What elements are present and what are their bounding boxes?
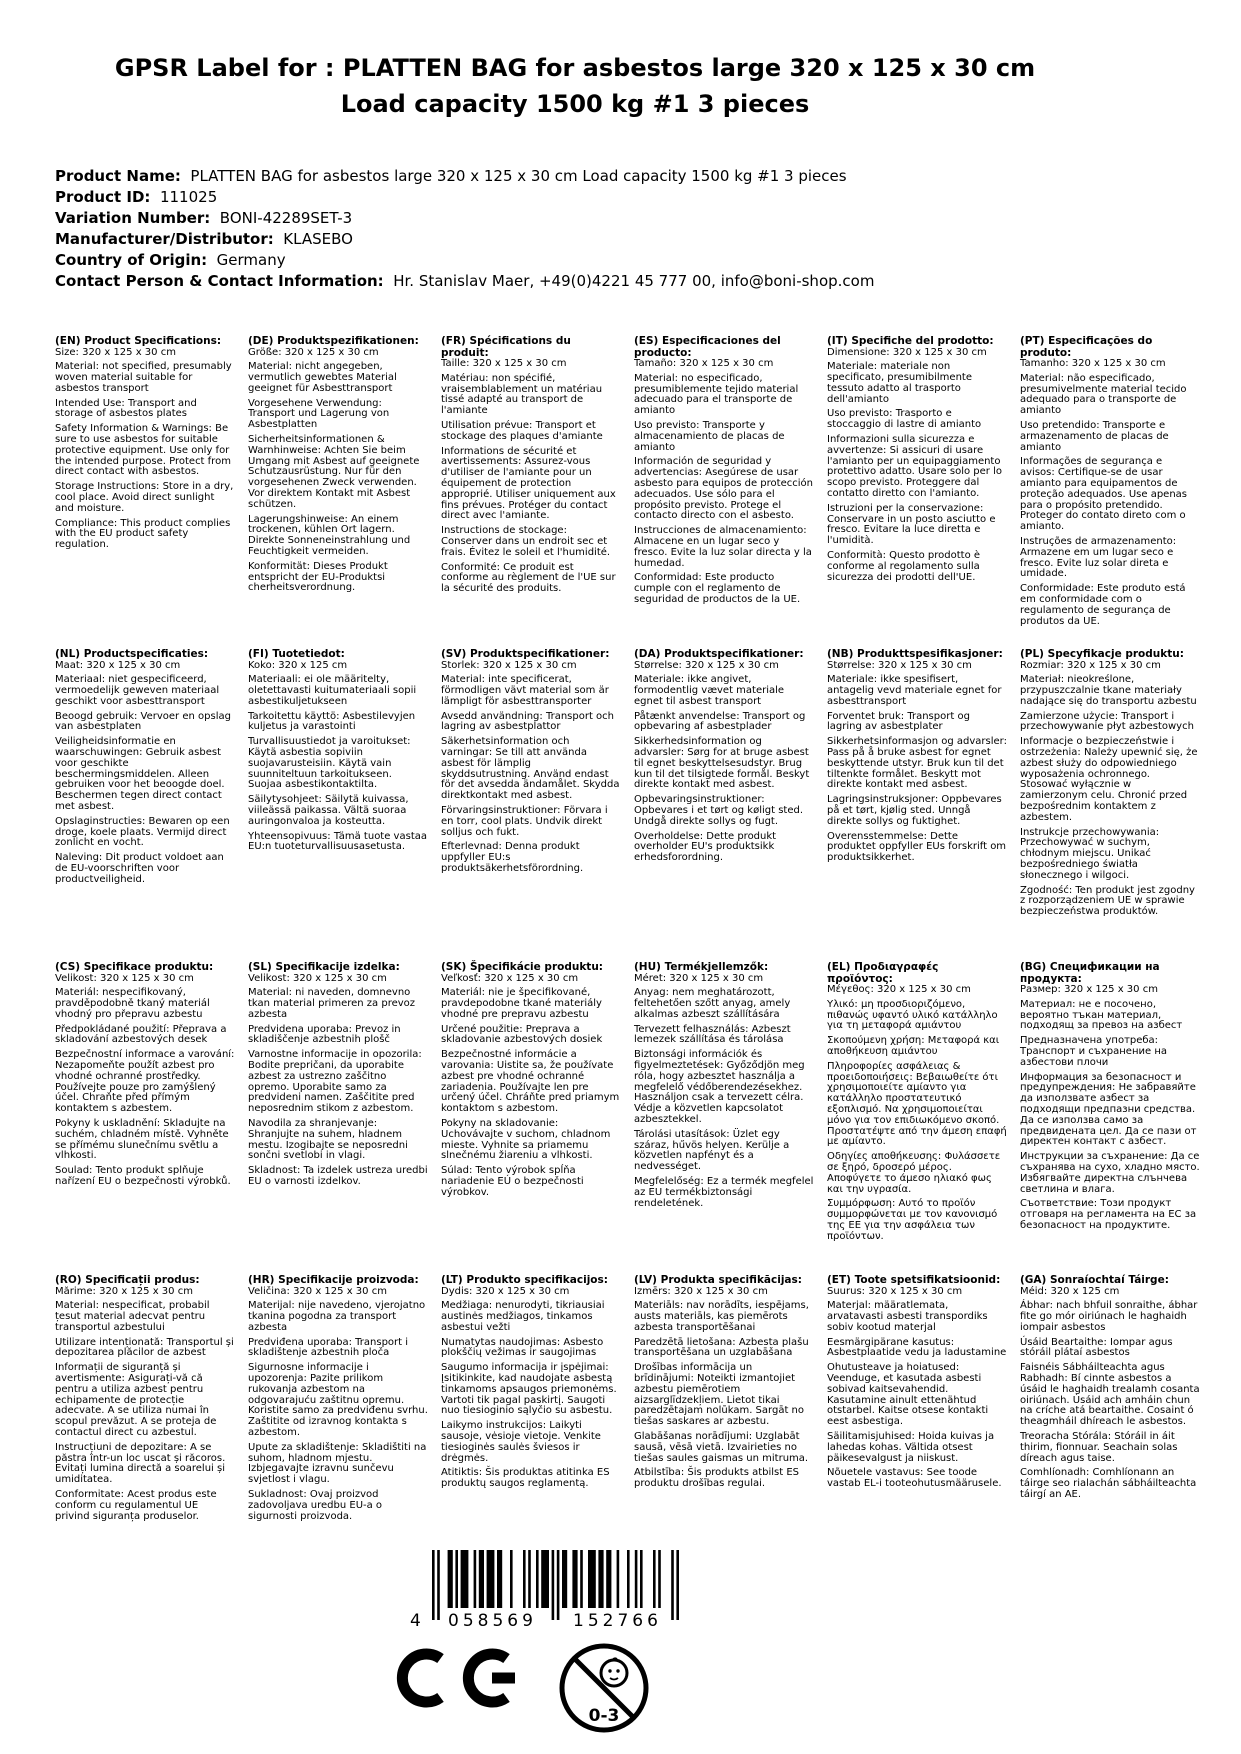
ce-mark-icon	[396, 1648, 528, 1708]
lang-block-paragraph: Conformità: Questo prodotto è conforme al regolamento sulla sicurezza dei prodotti dell'UE.	[827, 550, 981, 583]
lang-block-paragraph: Tamaño: 320 x 125 x 30 cm	[634, 358, 774, 369]
lang-block-paragraph: Veiligheidsinformatie en waarschuwingen: Gebruik asbest voor geschikte beschermingsmiddelen. Alleen gebruiken voor het beoogde doel. Beschermen tegen direct contact met asbest.	[55, 736, 225, 813]
lang-block-paragraph: Nõuetele vastavus: See toode vastab EL-i tooteohutusmäärusele.	[827, 1467, 1002, 1490]
lang-block-bg	[1020, 962, 1200, 1275]
lang-block-paragraph: Ábhar: nach bhfuil sonraithe, ábhar fite go mór oiriúnach le haghaidh iompair asbestos	[1020, 1300, 1198, 1333]
lang-block-paragraph: Información de seguridad y advertencias: Asegúrese de usar asbesto para equipos de protección adecuados. Use sólo para el propósito previsto. Protege el contacto directo con el asbesto.	[634, 456, 813, 522]
lang-block-paragraph: Material: ni naveden, domnevno tkan material primeren za prevoz azbesta	[248, 987, 416, 1020]
product-info-label: Product Name:	[55, 167, 181, 185]
lang-block-paragraph: Lagringsinstruksjoner: Oppbevares på et tørt, kjølig sted. Unngå direkte sollys og fuktighet.	[827, 794, 1002, 827]
lang-block-paragraph: Dydis: 320 x 125 x 30 cm	[441, 1285, 570, 1297]
lang-block-el	[827, 962, 1007, 1275]
lang-block-paragraph: Material: inte specificerat, förmodligen vävt material som är lämpligt för asbesttransporter	[441, 674, 609, 707]
lang-block-fr	[441, 336, 621, 649]
page-title-line1: GPSR Label for : PLATTEN BAG for asbestos large 320 x 125 x 30 cm	[114, 54, 1036, 82]
lang-block-header: (LT) Produkto specifikacijos:	[441, 1274, 608, 1286]
lang-block-paragraph: Materiaali: ei ole määritelty, oletettavasti kuitumateriaali sopii asbestikuljetukseen	[248, 674, 417, 707]
lang-block-fi	[248, 649, 428, 962]
lang-block-paragraph: Sukladnost: Ovaj proizvod zadovoljava uredbu EU-a o sigurnosti proizvoda.	[248, 1489, 383, 1522]
lang-block-header: (CS) Specifikace produktu:	[55, 961, 214, 973]
lang-block-paragraph: Soulad: Tento produkt splňuje nařízení EU o bezpečnosti výrobků.	[55, 1165, 231, 1188]
lang-block-paragraph: Predviđena uporaba: Transport i skladištenje azbestnih ploča	[248, 1336, 409, 1359]
lang-block-en	[55, 336, 235, 649]
lang-block-paragraph: Informacje o bezpieczeństwie i ostrzeżenia: Należy upewnić się, że azbest służy do odpowiedniego wyposażenia ochronnego. Stosować wyłącznie w zamierzonym celu. Chronić przed bezpośrednim kontaktem z azbestem.	[1020, 736, 1198, 823]
lang-block-paragraph: Vorgesehene Verwendung: Transport und Lagerung von Asbestplatten	[248, 397, 390, 431]
lang-block-paragraph: Forventet bruk: Transport og lagring av asbestplater	[827, 710, 970, 733]
lang-block-paragraph: Méid: 320 x 125 cm	[1020, 1285, 1120, 1297]
lang-block-paragraph: Navodila za shranjevanje: Shranjujte na suhem, hladnem mestu. Izogibajte se neposredni sončni svetlobi in vlagi.	[248, 1118, 408, 1162]
lang-block-paragraph: Glabāšanas norādījumi: Uzglabāt sausā, vēsā vietā. Izvairieties no tiešas saules gaismas un mitruma.	[634, 1431, 809, 1464]
product-info-line	[55, 166, 874, 187]
lang-block-paragraph: Mărime: 320 x 125 x 30 cm	[55, 1285, 193, 1297]
product-info-value: BONI-42289SET-3	[210, 209, 353, 227]
lang-block-paragraph: Méret: 320 x 125 x 30 cm	[634, 972, 764, 984]
lang-block-paragraph: Съответствие: Този продукт отговаря на регламента на ЕС за безопасност на продуктите.	[1020, 1198, 1197, 1231]
lang-block-paragraph: Material: not specified, presumably woven material suitable for asbestos transport	[55, 361, 232, 394]
lang-block-sk	[441, 962, 621, 1275]
barcode-lead-digit: 4	[410, 1611, 421, 1631]
lang-block-paragraph: Informações de segurança e avisos: Certifique-se de usar amianto para equipamentos de proteção adequados. Use apenas para o propósito pretendido. Proteger do contato direto com o amianto.	[1020, 456, 1187, 533]
lang-block-paragraph: Upute za skladištenje: Skladištiti na suhom, hladnom mjestu. Izbjegavajte izravnu sunčevu svjetlost i vlagu.	[248, 1441, 427, 1486]
lang-block-paragraph: Säilytysohjeet: Säilytä kuivassa, viileässä paikassa. Vältä suoraa auringonvaloa ja kosteutta.	[248, 794, 409, 827]
product-info-label: Manufacturer/Distributor:	[55, 230, 274, 248]
product-info-value: Hr. Stanislav Maer, +49(0)4221 45 777 00, info@boni-shop.com	[383, 272, 875, 290]
product-info-value: PLATTEN BAG for asbestos large 320 x 125 x 30 cm Load capacity 1500 kg #1 3 pieces	[180, 167, 847, 185]
lang-block-sv	[441, 649, 621, 962]
lang-block-paragraph: Intended Use: Transport and storage of asbestos plates	[55, 397, 197, 420]
lang-block-header: (NL) Productspecificaties:	[55, 648, 209, 660]
lang-block-paragraph: Größe: 320 x 125 x 30 cm	[248, 346, 379, 358]
lang-block-paragraph: Tamanho: 320 x 125 x 30 cm	[1020, 358, 1166, 369]
lang-block-paragraph: Biztonsági információk és figyelmeztetések: Győződjön meg róla, hogy azbesztet használja a megfelelő védőberendezésekhez. Használjon csak a tervezett célra. Védje a közvetlen kapcsolatot azbesztekkel.	[634, 1049, 805, 1126]
product-info-line	[55, 229, 874, 250]
lang-block-paragraph: Materiale: ikke angivet, formodentlig vævet materiale egnet til asbest transport	[634, 674, 785, 707]
lang-block-paragraph: Material: não especificado, presumivelmente material tecido adequado para o transporte de amianto	[1020, 372, 1187, 417]
lang-block-paragraph: Informazioni sulla sicurezza e avvertenze: Si assicuri di usare l'amianto per un equipaggiamento protettivo adatto. Usare solo per lo scopo previsto. Proteggere dal contatto diretto con l'amianto.	[827, 434, 1002, 500]
lang-block-paragraph: Maat: 320 x 125 x 30 cm	[55, 659, 181, 671]
lang-block-paragraph: Instruções de armazenamento: Armazene em um lugar seco e fresco. Evite luz solar direta e umidade.	[1020, 535, 1177, 580]
lang-block-paragraph: Predvidena uporaba: Prevoz in skladiščenje azbestnih plošč	[248, 1023, 401, 1046]
product-info-value: Germany	[207, 251, 286, 269]
lang-block-paragraph: Informations de sécurité et avertissements: Assurez-vous d'utiliser de l'amiante pour un équipement de protection approprié. Utiliser uniquement aux fins prévues. Protéger du contact direct avec l'amiante.	[441, 445, 616, 522]
lang-block-paragraph: Súlad: Tento výrobok spĺňa nariadenie EÚ o bezpečnosti výrobkov.	[441, 1165, 584, 1198]
lang-block-ro	[55, 1275, 235, 1588]
lang-block-header: (SV) Produktspecifikationer:	[441, 648, 610, 660]
lang-block-paragraph: Materiale: ikke spesifisert, antagelig vevd materiale egnet for asbesttransport	[827, 674, 1002, 707]
lang-block-header: (BG) Спецификации на продукта:	[1020, 961, 1160, 985]
lang-block-paragraph: Opbevaringsinstruktioner: Opbevares i et tørt og køligt sted. Undgå direkte sollys og fugt.	[634, 794, 804, 827]
lang-block-paragraph: Veličina: 320 x 125 x 30 cm	[248, 1285, 387, 1297]
lang-block-paragraph: Sigurnosne informacije i upozorenja: Pazite prilikom rukovanja azbestom na odgovarajuću zaštitnu opremu. Koristite samo za predviđenu svrhu. Zaštitite od izravnog kontakta s azbestom.	[248, 1362, 428, 1439]
lang-block-paragraph: Veľkosť: 320 x 125 x 30 cm	[441, 972, 579, 984]
lang-block-paragraph: Materiál: nie je špecifikované, pravdepodobne tkané materiály vhodné pre prepravu azbestu	[441, 987, 602, 1020]
lang-block-paragraph: Matériau: non spécifié, vraisemblablement un matériau tissé adapté au transport de l'amiante	[441, 372, 603, 417]
lang-block-paragraph: Utilisation prévue: Transport et stockage des plaques d'amiante	[441, 419, 603, 442]
product-info-line	[55, 187, 874, 208]
lang-block-paragraph: Zamierzone użycie: Transport i przechowywanie płyt azbestowych	[1020, 710, 1194, 733]
lang-block-header: (FI) Tuotetiedot:	[248, 648, 345, 660]
lang-block-paragraph: Určené použitie: Preprava a skladovanie azbestových dosiek	[441, 1023, 603, 1046]
lang-block-paragraph: Megfelelőség: Ez a termék megfelel az EU termékbiztonsági rendeletének.	[634, 1176, 814, 1209]
lang-block-paragraph: Size: 320 x 125 x 30 cm	[55, 346, 176, 358]
lang-block-header: (PL) Specyfikacje produktu:	[1020, 648, 1184, 660]
lang-block-paragraph: Safety Information & Warnings: Be sure to use asbestos for suitable protective equipment. Use only for the intended purpose. Protect from direct contact with asbestos.	[55, 423, 231, 478]
lang-block-header: (SL) Specifikacije izdelka:	[248, 961, 400, 973]
lang-block-paragraph: Предназначена употреба: Транспорт и съхранение на азбестови плочи	[1020, 1035, 1167, 1068]
lang-block-paragraph: Материал: не е посочено, вероятно тъкан материал, подходящ за превоз на азбест	[1020, 998, 1183, 1032]
lang-block-paragraph: Bezpečnostné informácie a varovania: Uistite sa, že používate azbest pre vhodné ochranné zariadenia. Používajte len pre určený účel. Chráňte pred priamym kontaktom s azbestom.	[441, 1049, 620, 1115]
lang-block-paragraph: Efterlevnad: Denna produkt uppfyller EU:s produktsäkerhetsförordning.	[441, 841, 584, 875]
lang-block-lt	[441, 1275, 621, 1588]
lang-block-paragraph: Atbilstība: Šis produkts atbilst ES produktu drošības regulai.	[634, 1467, 800, 1490]
lang-block-paragraph: Πληροφορίες ασφάλειας & προειδοποιήσεις: Βεβαιωθείτε ότι χρησιμοποιείτε αμίαντο για κατάλληλο προστατευτικό εξοπλισμό. Να χρησιμοποιείται μόνο για τον επιδιωκόμενο σκοπό. Προστατέψτε από την άμεση επαφή με αμίαντο.	[827, 1060, 1007, 1148]
lang-block-header: (EL) Προδιαγραφές προϊόντος:	[827, 961, 939, 985]
lang-block-header: (HR) Specifikacije proizvoda:	[248, 1274, 419, 1286]
lang-block-paragraph: Uso previsto: Trasporto e stoccaggio di lastre di amianto	[827, 408, 982, 431]
lang-block-paragraph: Úsáid Beartaithe: Iompar agus stóráil plátaí asbestos	[1020, 1336, 1173, 1359]
language-blocks-grid	[55, 336, 1205, 1588]
product-info-value: 111025	[150, 188, 218, 206]
lang-block-paragraph: Tárolási utasítások: Üzlet egy száraz, hűvös helyen. Kerülje a közvetlen napfényt és a nedvességet.	[634, 1128, 790, 1173]
lang-block-paragraph: Συμμόρφωση: Αυτό το προϊόν συμμορφώνεται με τον κανονισμό της ΕΕ για την ασφάλεια των προϊόντων.	[827, 1198, 998, 1242]
lang-block-paragraph: Storlek: 320 x 125 x 30 cm	[441, 659, 577, 671]
lang-block-nb	[827, 649, 1007, 962]
lang-block-paragraph: Compliance: This product complies with the EU product safety regulation.	[55, 517, 231, 551]
lang-block-paragraph: Conformidad: Este producto cumple con el reglamento de seguridad de productos de la UE.	[634, 572, 801, 605]
lang-block-pl	[1020, 649, 1200, 962]
lang-block-header: (ET) Toote spetsifikatsioonid:	[827, 1274, 1001, 1286]
lang-block-paragraph: Tervezett felhasználás: Azbeszt lemezek szállítása és tárolása	[634, 1023, 791, 1046]
lang-block-lv	[634, 1275, 814, 1588]
lang-block-paragraph: Materjal: määratlemata, arvatavasti asbesti transpordiks sobiv kootud materjal	[827, 1300, 988, 1333]
lang-block-paragraph: Σκοπούμενη χρήση: Μεταφορά και αποθήκευση αμιάντου	[827, 1035, 1000, 1057]
lang-block-paragraph: Instrucciones de almacenamiento: Almacene en un lugar seco y fresco. Evite la luz solar directa y la humedad.	[634, 525, 812, 569]
product-info-line	[55, 250, 874, 271]
age-warning-0-3-icon	[556, 1640, 652, 1736]
lang-block-es	[634, 336, 814, 649]
lang-block-paragraph: Medžiaga: nenurodyti, tikriausiai austinės medžiagos, tinkamos asbestui vežti	[441, 1300, 605, 1333]
lang-block-header: (PT) Especificações do produto:	[1020, 335, 1153, 359]
baby-face-icon	[601, 1660, 627, 1686]
lang-block-paragraph: Uso previsto: Transporte y almacenamiento de placas de amianto	[634, 419, 785, 453]
lang-block-paragraph: Paredzētā lietošana: Azbesta plašu transportēšana un uzglabāšana	[634, 1336, 809, 1359]
lang-block-paragraph: Conformidade: Este produto está em conformidade com o regulamento de segurança de produtos da UE.	[1020, 583, 1186, 627]
lang-block-paragraph: Naleving: Dit product voldoet aan de EU-voorschriften voor productveiligheid.	[55, 852, 224, 885]
barcode-group1: 058569	[448, 1611, 537, 1631]
lang-block-paragraph: Overholdelse: Dette produkt overholder EU's produktsikk erhedsforordning.	[634, 830, 777, 864]
lang-block-paragraph: Informații de siguranță și avertismente: Asigurați-vă că pentru a utiliza azbest pentru echipamente de protecție adecvate. A se utiliza numai în scopul prevăzut. A se proteja de contactul direct cu azbestul.	[55, 1362, 217, 1439]
lang-block-header: (DE) Produktspezifikationen:	[248, 335, 419, 347]
lang-block-ga	[1020, 1275, 1200, 1588]
lang-block-paragraph: Treoracha Stórála: Stóráil in áit thirim, fionnuar. Seachain solas díreach agus taise.	[1020, 1431, 1178, 1464]
lang-block-paragraph: Material: nespecificat, probabil țesut material adecvat pentru transportul azbestului	[55, 1300, 210, 1333]
lang-block-it	[827, 336, 1007, 649]
lang-block-paragraph: Zgodność: Ten produkt jest zgodny z rozporządzeniem UE w sprawie bezpieczeństwa produktów.	[1020, 884, 1195, 918]
lang-block-paragraph: Skladnost: Ta izdelek ustreza uredbi EU o varnosti izdelkov.	[248, 1165, 428, 1188]
product-info-label: Product ID:	[55, 188, 151, 206]
product-info-label: Contact Person & Contact Information:	[55, 272, 384, 290]
lang-block-paragraph: Storage Instructions: Store in a dry, cool place. Avoid direct sunlight and moisture.	[55, 481, 234, 514]
lang-block-paragraph: Lagerungshinweise: An einem trockenen, kühlen Ort lagern. Direkte Sonneneinstrahlung und Feuchtigkeit vermeiden.	[248, 513, 411, 558]
lang-block-paragraph: Υλικό: μη προσδιοριζόμενο, πιθανώς υφαντό υλικό κατάλληλο για τη μεταφορά αμιάντου	[827, 998, 998, 1032]
lang-block-paragraph: Předpokládané použití: Přeprava a skladování azbestových desek	[55, 1023, 227, 1046]
lang-block-hu	[634, 962, 814, 1275]
lang-block-paragraph: Overensstemmelse: Dette produktet oppfyller EUs forskrift om produktsikkerhet.	[827, 830, 1007, 864]
lang-block-paragraph: Izmērs: 320 x 125 x 30 cm	[634, 1285, 768, 1297]
lang-block-paragraph: Atitiktis: Šis produktas atitinka ES produktų saugos reglamentą.	[441, 1467, 610, 1490]
lang-block-header: (SK) Špecifikácie produktu:	[441, 961, 604, 973]
lang-block-paragraph: Bezpečnostní informace a varování: Nezapomeňte použít azbest pro vhodné ochranné prostředky. Používejte pouze pro zamýšlený účel. Chraňte před přímým kontaktem s azbestem.	[55, 1049, 235, 1115]
lang-block-paragraph: Saugumo informacija ir įspėjimai: Įsitikinkite, kad naudojate asbestą tinkamoms apsaugos priemonėms. Vartoti tik pagal paskirtį. Saugoti nuo tiesioginio sąlyčio su asbestu.	[441, 1362, 617, 1417]
product-info-value: KLASEBO	[273, 230, 353, 248]
lang-block-paragraph: Materijal: nije navedeno, vjerojatno tkanina pogodna za transport azbesta	[248, 1300, 426, 1333]
barcode-group2: 152766	[573, 1611, 662, 1631]
barcode-digits	[410, 1612, 680, 1630]
barcode	[410, 1550, 680, 1630]
lang-block-paragraph: Koko: 320 x 125 cm	[248, 659, 348, 671]
lang-block-paragraph: Opslaginstructies: Bewaren op een droge, koele plaats. Vermijd direct zonlicht en vocht.	[55, 815, 230, 849]
lang-block-header: (IT) Specifiche del prodotto:	[827, 335, 994, 347]
lang-block-paragraph: Størrelse: 320 x 125 x 30 cm	[827, 659, 972, 671]
lang-block-paragraph: Eesmärgipärane kasutus: Asbestplaatide vedu ja ladustamine	[827, 1336, 1007, 1359]
lang-block-paragraph: Velikost: 320 x 125 x 30 cm	[248, 972, 387, 984]
lang-block-paragraph: Ohutusteave ja hoiatused: Veenduge, et kasutada asbesti sobivad kaitsevahendid. Kasutamine ainult ettenähtud otstarbel. Kaitse otsese kontakti eest asbestiga.	[827, 1362, 989, 1428]
lang-block-paragraph: Comhlíonadh: Comhlíonann an táirge seo rialachán sábháilteachta táirgí an AE.	[1020, 1467, 1197, 1501]
page-title-line2: Load capacity 1500 kg #1 3 pieces	[340, 90, 810, 118]
lang-block-paragraph: Instructions de stockage: Conserver dans un endroit sec et frais. Évitez le soleil et l'humidité.	[441, 525, 611, 558]
lang-block-header: (FR) Spécifications du produit:	[441, 335, 571, 359]
lang-block-header: (DA) Produktspecifikationer:	[634, 648, 804, 660]
lang-block-paragraph: Μέγεθος: 320 x 125 x 30 cm	[827, 984, 971, 995]
lang-block-header: (GA) Sonraíochtaí Táirge:	[1020, 1274, 1169, 1286]
lang-block-header: (NB) Produkttspesifikasjoner:	[827, 648, 1003, 660]
lang-block-cs	[55, 962, 235, 1275]
lang-block-header: (LV) Produkta specifikācijas:	[634, 1274, 802, 1286]
lang-block-paragraph: Инструкции за съхранение: Да се съхранява на сухо, хладно място. Избягвайте директна слънчева светлина и влага.	[1020, 1151, 1200, 1195]
lang-block-paragraph: Velikost: 320 x 125 x 30 cm	[55, 972, 194, 984]
lang-block-header: (EN) Product Specifications:	[55, 335, 222, 347]
lang-block-paragraph: Avsedd användning: Transport och lagring av asbestplattor	[441, 710, 615, 733]
lang-block-et	[827, 1275, 1007, 1588]
lang-block-header: (HU) Termékjellemzők:	[634, 961, 769, 973]
lang-block-paragraph: Instrucțiuni de depozitare: A se păstra într-un loc uscat și răcoros. Evitați lumina directă a soarelui și umiditatea.	[55, 1441, 226, 1486]
lang-block-paragraph: Οδηγίες αποθήκευσης: Φυλάσσετε σε ξηρό, δροσερό μέρος. Αποφύγετε το άμεσο ηλιακό φως και την υγρασία.	[827, 1151, 1001, 1195]
lang-block-pt	[1020, 336, 1200, 649]
lang-block-paragraph: Materiaal: niet gespecificeerd, vermoedelijk geweven materiaal geschikt voor asbesttransport	[55, 674, 220, 707]
product-info	[55, 166, 874, 292]
lang-block-da	[634, 649, 814, 962]
lang-block-paragraph: Pokyny k uskladnění: Skladujte na suchém, chladném místě. Vyhněte se přímému slunečnímu světlu a vlhkosti.	[55, 1118, 229, 1162]
age-warning-label: 0-3	[588, 1706, 620, 1726]
lang-block-paragraph: Förvaringsinstruktioner: Förvara i en torr, cool plats. Undvik direkt solljus och fukt.	[441, 805, 608, 838]
lang-block-paragraph: Instrukcje przechowywania: Przechowywać w suchym, chłodnym miejscu. Unikać bezpośredniego światła słonecznego i wilgoci.	[1020, 826, 1160, 881]
lang-block-paragraph: Material: nicht angegeben, vermutlich gewebtes Material geeignet für Asbesttransport	[248, 361, 397, 394]
lang-block-paragraph: Påtænkt anvendelse: Transport og opbevaring af asbestplader	[634, 710, 806, 733]
lang-block-paragraph: Beoogd gebruik: Vervoer en opslag van asbestplaten	[55, 710, 231, 733]
page-title	[30, 50, 1120, 122]
lang-block-paragraph: Yhteensopivuus: Tämä tuote vastaa EU:n tuoteturvallisuusasetusta.	[248, 830, 427, 853]
lang-block-header: (RO) Specificații produs:	[55, 1274, 200, 1286]
product-info-line	[55, 271, 874, 292]
lang-block-paragraph: Størrelse: 320 x 125 x 30 cm	[634, 659, 779, 671]
product-info-line	[55, 208, 874, 229]
lang-block-paragraph: Conformité: Ce produit est conforme au règlement de l'UE sur la sécurité des produits.	[441, 561, 616, 595]
lang-block-paragraph: Utilizare intenționată: Transportul și depozitarea plăcilor de azbest	[55, 1336, 234, 1359]
lang-block-paragraph: Varnostne informacije in opozorila: Bodite prepričani, da uporabite azbest za ustrezno zaščitno opremo. Uporabite samo za predvideni namen. Zaščitite pred neposrednim stikom z azbestom.	[248, 1049, 422, 1115]
lang-block-paragraph: Istruzioni per la conservazione: Conservare in un posto asciutto e fresco. Evitare la luce diretta e l'umidità.	[827, 502, 996, 547]
lang-block-paragraph: Dimensione: 320 x 125 x 30 cm	[827, 346, 987, 358]
lang-block-paragraph: Размер: 320 x 125 x 30 cm	[1020, 984, 1158, 995]
lang-block-sl	[248, 962, 428, 1275]
lang-block-paragraph: Materiál: nespecifikovaný, pravděpodobně tkaný materiál vhodný pro přepravu azbestu	[55, 987, 210, 1020]
lang-block-paragraph: Turvallisuustiedot ja varoitukset: Käytä asbestia sopiviin suojavarusteisiin. Käytä vain suunniteltuun tarkoitukseen. Suojaa asbestikontaktilta.	[248, 736, 411, 791]
lang-block-paragraph: Suurus: 320 x 125 x 30 cm	[827, 1285, 963, 1297]
lang-block-paragraph: Faisnéis Sábháilteachta agus Rabhadh: Bí cinnte asbestos a úsáid le haghaidh trealamh cosanta oiriúnach. Úsáid ach amháin chun na críche atá beartaithe. Cosaint ó theagmháil dhíreach le asbestos.	[1020, 1362, 1200, 1428]
lang-block-paragraph: Rozmiar: 320 x 125 x 30 cm	[1020, 659, 1161, 671]
lang-block-paragraph: Taille: 320 x 125 x 30 cm	[441, 358, 567, 369]
lang-block-paragraph: Anyag: nem meghatározott, feltehetően szőtt anyag, amely alkalmas azbeszt szállítására	[634, 987, 791, 1020]
lang-block-paragraph: Pokyny na skladovanie: Uchovávajte v suchom, chladnom mieste. Vyhnite sa priamemu slnečnému žiareniu a vlhkosti.	[441, 1118, 611, 1162]
lang-block-hr	[248, 1275, 428, 1588]
lang-block-paragraph: Numatytas naudojimas: Asbesto plokščių vežimas ir saugojimas	[441, 1336, 604, 1359]
lang-block-paragraph: Säilitamisjuhised: Hoida kuivas ja lahedas kohas. Vältida otsest päikesevalgust ja niiskust.	[827, 1431, 995, 1464]
lang-block-paragraph: Materiāls: nav norādīts, iespējams, austs materiāls, kas piemērots azbesta transportēšanai	[634, 1300, 809, 1333]
lang-block-paragraph: Sicherheitsinformationen & Warnhinweise: Achten Sie beim Umgang mit Asbest auf geeignete Schutzausrüstung. Nur für den vorgesehenen Zweck verwenden. Vor direktem Kontakt mit Asbest schützen.	[248, 434, 420, 510]
lang-block-paragraph: Materiale: materiale non specificato, presumibilmente tessuto adatto al trasporto dell'amianto	[827, 361, 972, 405]
lang-block-paragraph: Tarkoitettu käyttö: Asbestilevyjen kuljetus ja varastointi	[248, 710, 416, 733]
product-info-label: Country of Origin:	[55, 251, 208, 269]
lang-block-paragraph: Materiał: nieokreślone, przypuszczalnie tkane materiały nadające się do transportu azbestu	[1020, 674, 1197, 707]
lang-block-paragraph: Conformitate: Acest produs este conform cu regulamentul UE privind siguranța produselor.	[55, 1489, 217, 1522]
lang-block-paragraph: Информация за безопасност и предупреждения: Не забравяйте да използвате азбест за подходящи предпазни средства. Да се използва само за предвидената цел. Да се пази от директен контакт с азбест.	[1020, 1071, 1197, 1148]
lang-block-paragraph: Säkerhetsinformation och varningar: Se till att använda asbest för lämplig skyddsutrustning. Använd endast för det avsedda ändamålet. Skydda direktkontakt med asbest.	[441, 736, 620, 802]
product-info-label: Variation Number:	[55, 209, 211, 227]
lang-block-paragraph: Sikkerhetsinformasjon og advarsler: Pass på å bruke asbest for egnet beskyttende utstyr. Bruk kun til det tiltenkte formålet. Beskytt mot direkte kontakt med asbest.	[827, 736, 1007, 791]
lang-block-de	[248, 336, 428, 649]
lang-block-header: (ES) Especificaciones del producto:	[634, 335, 781, 359]
lang-block-nl	[55, 649, 235, 962]
lang-block-paragraph: Material: no especificado, presumiblemente tejido material adecuado para el transporte de amianto	[634, 372, 799, 417]
lang-block-paragraph: Konformität: Dieses Produkt entspricht der EU-Produktsi cherheitsverordnung.	[248, 560, 388, 594]
lang-block-paragraph: Laikymo instrukcijos: Laikyti sausoje, vėsioje vietoje. Venkite tiesioginės saulės šviesos ir drėgmės.	[441, 1420, 601, 1464]
lang-block-paragraph: Sikkerhedsinformation og advarsler: Sørg for at bruge asbest til egnet beskyttelsesudstyr. Brug kun til det tilsigtede formål. Beskyt direkte kontakt med asbest.	[634, 736, 810, 791]
lang-block-paragraph: Drošības informācija un brīdinājumi: Noteikti izmantojiet azbestu piemērotiem aizsarglīdzekļiem. Lietot tikai paredzētajam nolūkam. Sargāt no tiešas saskares ar azbestu.	[634, 1362, 804, 1428]
lang-block-paragraph: Uso pretendido: Transporte e armazenamento de placas de amianto	[1020, 419, 1169, 453]
